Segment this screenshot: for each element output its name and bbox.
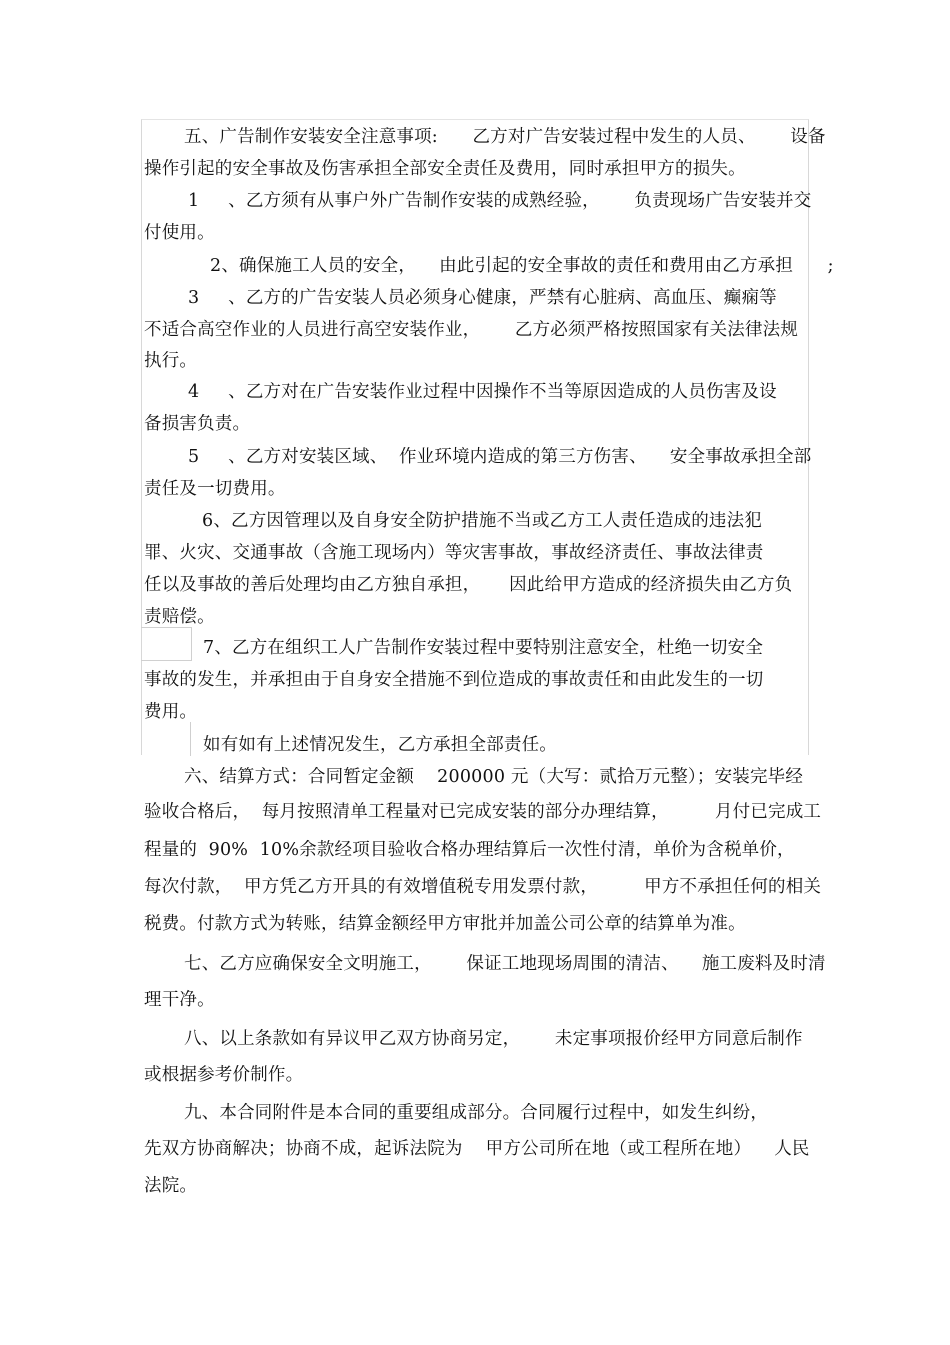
- section5-item1-cont: 付使用。: [144, 223, 215, 243]
- section5-item6-cont1: 罪、火灾、交通事故（含施工现场内）等灾害事故，事故经济责任、事故法律责: [144, 543, 764, 563]
- section5-frame: [141, 119, 812, 755]
- section5-item5: 5 、乙方对安装区域、 作业环境内造成的第三方伤害、 安全事故承担全部: [188, 447, 812, 467]
- section5-item5-cont: 责任及一切费用。: [144, 479, 286, 499]
- section8-text: 或根据参考价制作。: [144, 1065, 304, 1085]
- section6-text-2: 验收合格后， 每月按照清单工程量对已完成安装的部分办理结算， 月付已完成工: [144, 802, 822, 822]
- section8-heading: 八、以上条款如有异议甲乙双方协商另定， 未定事项报价经甲方同意后制作: [184, 1029, 803, 1049]
- section7-heading: 七、乙方应确保安全文明施工， 保证工地现场周围的清洁、 施工废料及时清: [184, 954, 826, 974]
- item7-indent-box: [141, 627, 192, 661]
- section5-item7: 7、乙方在组织工人广告制作安装过程中要特别注意安全，杜绝一切安全: [203, 638, 764, 658]
- section5-item6: 6、乙方因管理以及自身安全防护措施不当或乙方工人责任造成的违法犯: [202, 511, 763, 531]
- section9-text-3: 法院。: [144, 1176, 198, 1196]
- section5-item3-end: 执行。: [144, 351, 198, 371]
- section5-heading: 五、广告制作安装安全注意事项: 乙方对广告安装过程中发生的人员、 设备: [184, 127, 826, 147]
- section5-item4: 4 、乙方对在广告安装作业过程中因操作不当等原因造成的人员伤害及设: [188, 382, 777, 402]
- section5-text: 操作引起的安全事故及伤害承担全部安全责任及费用，同时承担甲方的损失。: [144, 159, 746, 179]
- section5-closing: 如有如有上述情况发生，乙方承担全部责任。: [203, 735, 557, 755]
- section5-item3: 3 、乙方的广告安装人员必须身心健康，严禁有心脏病、高血压、癫痫等: [188, 288, 777, 308]
- section6-text-3: 程量的 90% 10%余款经项目验收合格办理结算后一次性付清，单价为含税单价，: [144, 840, 795, 860]
- section9-text-2: 先双方协商解决；协商不成，起诉法院为 甲方公司所在地（或工程所在地） 人民: [144, 1139, 810, 1159]
- section5-item7-cont: 事故的发生，并承担由于自身安全措施不到位造成的事故责任和由此发生的一切: [144, 670, 764, 690]
- section5-item6-end: 责赔偿。: [144, 607, 215, 627]
- section7-text: 理干净。: [144, 990, 215, 1010]
- section5-item4-cont: 备损害负责。: [144, 414, 251, 434]
- section9-heading: 九、本合同附件是本合同的重要组成部分。合同履行过程中，如发生纠纷，: [184, 1103, 769, 1123]
- section5-item3-cont: 不适合高空作业的人员进行高空安装作业， 乙方必须严格按照国家有关法律法规: [144, 320, 799, 340]
- section5-item6-cont2: 任以及事故的善后处理均由乙方独自承担， 因此给甲方造成的经济损失由乙方负: [144, 575, 793, 595]
- section6-heading: 六、结算方式：合同暂定金额 200000 元（大写：贰拾万元整）；安装完毕经: [184, 767, 804, 787]
- section5-item7-end: 费用。: [144, 702, 198, 722]
- section5-item1: 1 、乙方须有从事户外广告制作安装的成熟经验， 负责现场广告安装并交: [188, 191, 812, 211]
- closing-indent-mark: [190, 722, 191, 756]
- section6-text-5: 税费。付款方式为转账，结算金额经甲方审批并加盖公司公章的结算单为准。: [144, 914, 746, 934]
- section6-text-4: 每次付款， 甲方凭乙方开具的有效增值税专用发票付款， 甲方不承担任何的相关: [144, 877, 822, 897]
- section5-item2: 2、确保施工人员的安全， 由此引起的安全事故的责任和费用由乙方承担 ;: [210, 256, 834, 276]
